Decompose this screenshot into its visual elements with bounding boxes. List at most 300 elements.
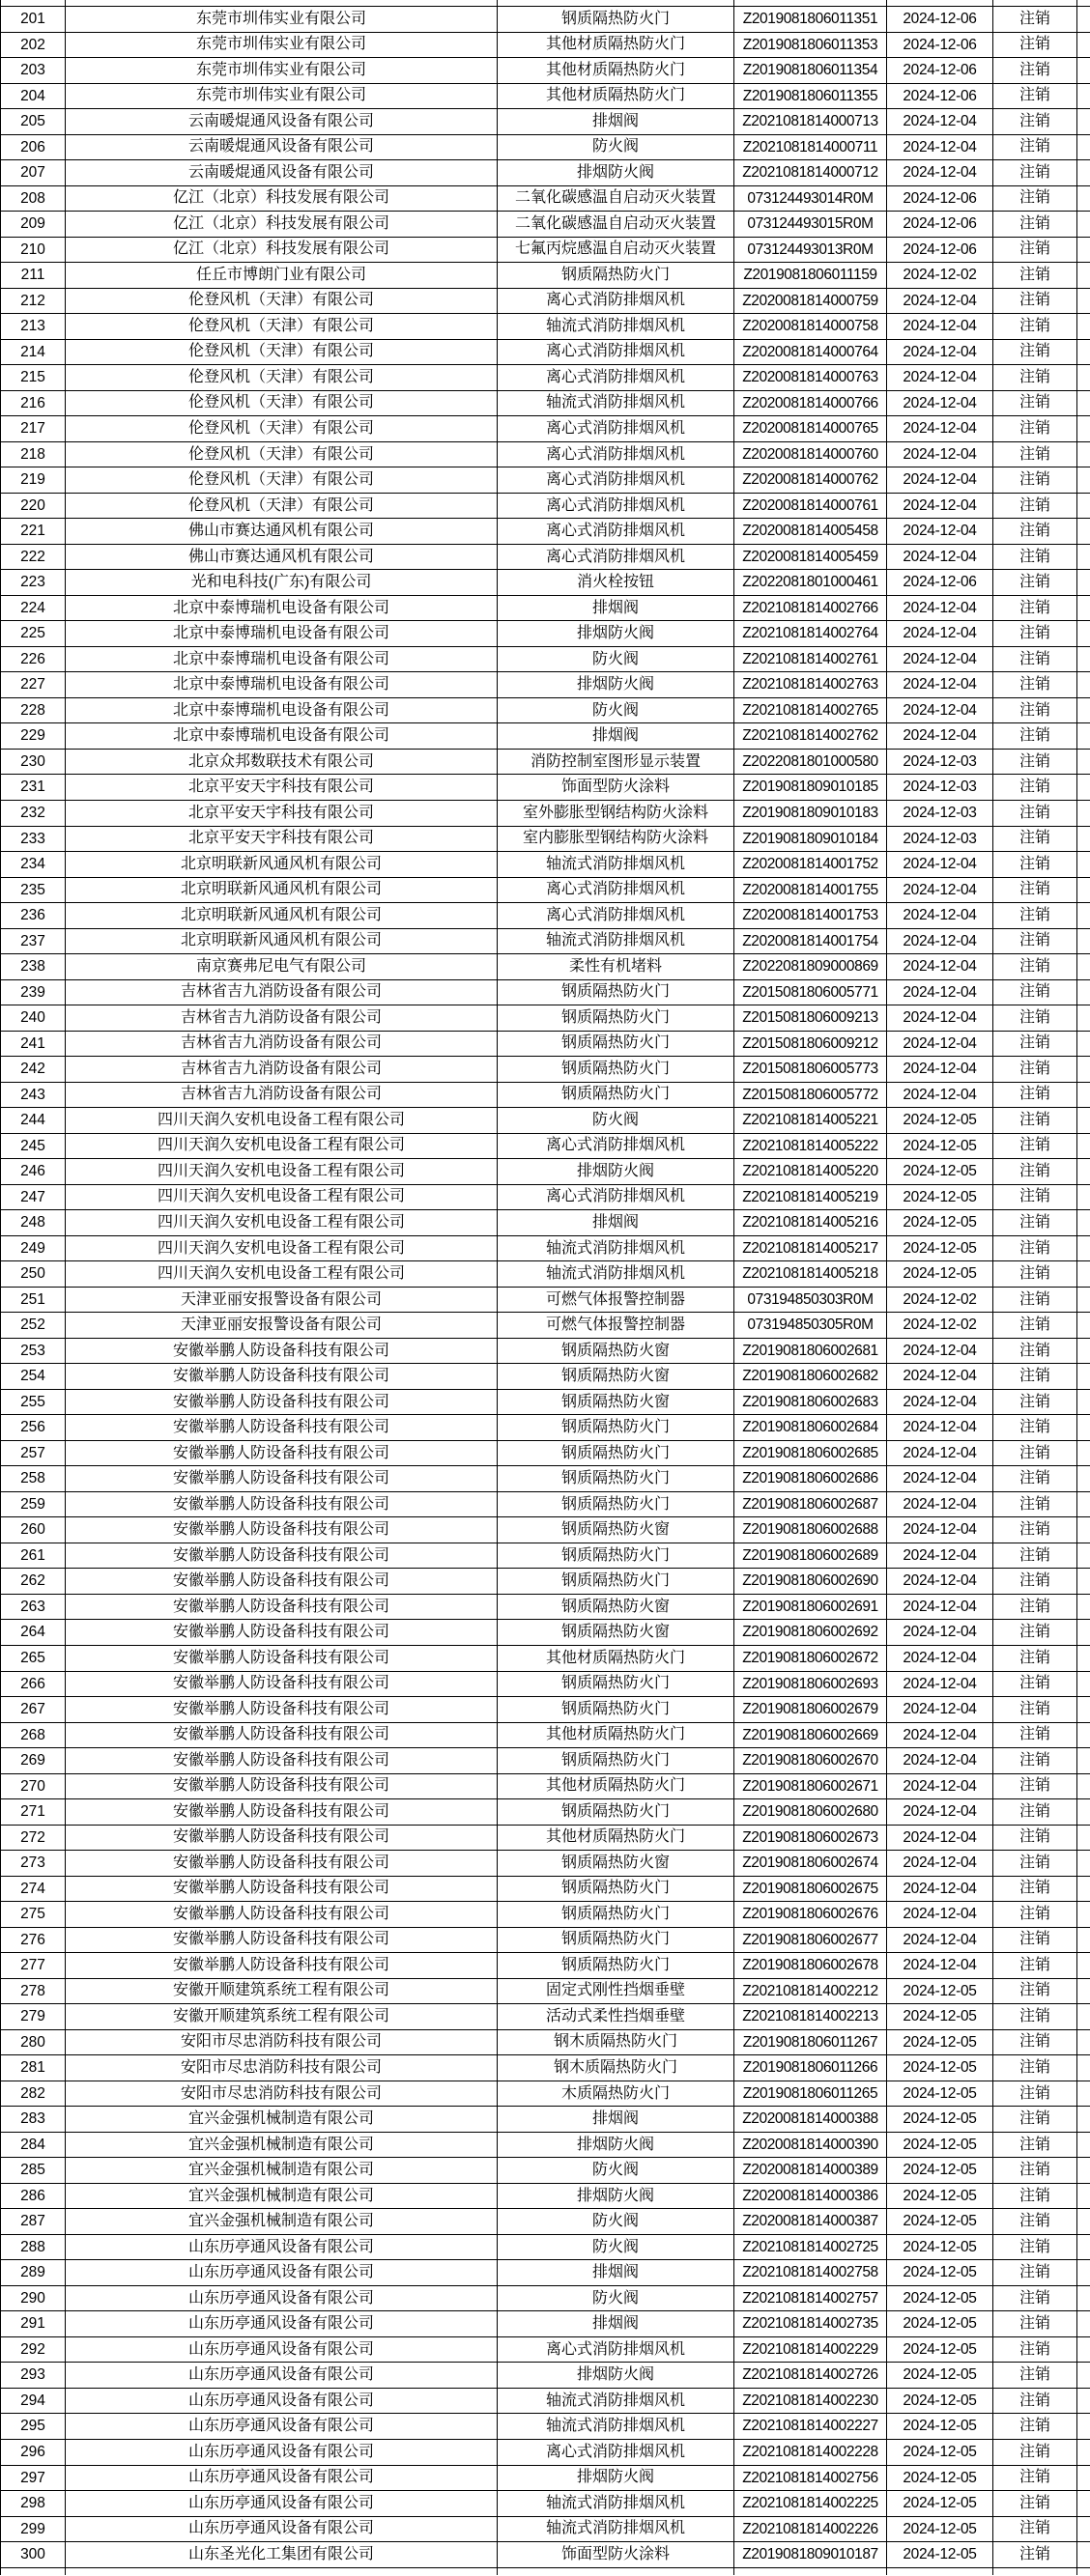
status-cell: 注销 [993, 135, 1077, 161]
row-number-cell: 237 [0, 929, 66, 955]
status-cell: 注销 [993, 2337, 1077, 2364]
spacer-cell [734, 2568, 887, 2575]
row-number-cell: 222 [0, 545, 66, 571]
certificate-cell: Z2019081806002677 [734, 1928, 887, 1954]
spacer-cell [1077, 238, 1090, 264]
spacer-cell [1077, 929, 1090, 955]
date-cell: 2024-12-04 [887, 954, 993, 980]
date-cell: 2024-12-04 [887, 109, 993, 135]
row-number-cell: 286 [0, 2184, 66, 2210]
status-cell: 注销 [993, 750, 1077, 776]
row-number-cell: 275 [0, 1902, 66, 1928]
table-row [0, 2466, 1090, 2492]
company-cell: 四川天润久安机电设备工程有限公司 [66, 1236, 498, 1262]
table-row [0, 1672, 1090, 1698]
product-cell: 轴流式消防排烟风机 [498, 852, 734, 878]
date-cell: 2024-12-06 [887, 58, 993, 84]
product-cell: 钢质隔热防火门 [498, 263, 734, 289]
product-cell: 防火阀 [498, 2158, 734, 2184]
product-cell: 防火阀 [498, 647, 734, 673]
company-cell: 安徽举鹏人防设备科技有限公司 [66, 1466, 498, 1492]
row-number-cell: 269 [0, 1748, 66, 1774]
certificate-cell: Z2019081809010187 [734, 2542, 887, 2568]
certificate-cell: Z2021081814005219 [734, 1185, 887, 1211]
product-cell: 离心式消防排烟风机 [498, 1185, 734, 1211]
status-cell: 注销 [993, 1364, 1077, 1390]
certificate-cell: Z2020081814000388 [734, 2107, 887, 2133]
status-cell: 注销 [993, 2184, 1077, 2210]
row-number-cell: 225 [0, 621, 66, 647]
status-cell: 注销 [993, 2209, 1077, 2235]
product-cell: 排烟防火阀 [498, 2133, 734, 2159]
product-cell: 钢质隔热防火门 [498, 1953, 734, 1979]
status-cell: 注销 [993, 391, 1077, 417]
table-row [0, 1953, 1090, 1979]
table-row [0, 1928, 1090, 1954]
company-cell: 吉林省吉九消防设备有限公司 [66, 980, 498, 1006]
status-cell: 注销 [993, 1877, 1077, 1903]
status-cell: 注销 [993, 903, 1077, 929]
spacer-cell [1077, 750, 1090, 776]
certificate-cell: Z2019081806002678 [734, 1953, 887, 1979]
table-row [0, 1620, 1090, 1646]
company-cell: 山东历亭通风设备有限公司 [66, 2491, 498, 2517]
certificate-cell: 073194850303R0M [734, 1288, 887, 1314]
spacer-cell [1077, 2055, 1090, 2081]
table-row [0, 1313, 1090, 1339]
spacer-cell [1077, 1979, 1090, 2005]
product-cell: 防火阀 [498, 698, 734, 724]
certificate-cell: Z2019081809010183 [734, 801, 887, 827]
status-cell: 注销 [993, 545, 1077, 571]
table-row [0, 545, 1090, 571]
table-row [0, 1646, 1090, 1672]
certificate-cell: Z2019081806002675 [734, 1877, 887, 1903]
product-cell: 离心式消防排烟风机 [498, 340, 734, 366]
table-row [0, 212, 1090, 238]
spacer-cell [1077, 596, 1090, 622]
partial-row-bottom [0, 2568, 1090, 2575]
company-cell: 四川天润久安机电设备工程有限公司 [66, 1134, 498, 1160]
status-cell: 注销 [993, 1159, 1077, 1185]
certificate-cell: Z2019081806011351 [734, 7, 887, 33]
date-cell: 2024-12-04 [887, 1697, 993, 1723]
date-cell: 2024-12-03 [887, 750, 993, 776]
status-cell: 注销 [993, 1313, 1077, 1339]
status-cell: 注销 [993, 2542, 1077, 2568]
product-cell: 轴流式消防排烟风机 [498, 2491, 734, 2517]
product-cell: 钢质隔热防火门 [498, 1543, 734, 1570]
spacer-cell [734, 0, 887, 7]
date-cell: 2024-12-04 [887, 1620, 993, 1646]
date-cell: 2024-12-06 [887, 7, 993, 33]
status-cell: 注销 [993, 647, 1077, 673]
product-cell: 活动式柔性挡烟垂壁 [498, 2004, 734, 2030]
spacer-cell [1077, 1799, 1090, 1826]
spacer-cell [1077, 1313, 1090, 1339]
product-cell: 钢质隔热防火门 [498, 1902, 734, 1928]
date-cell: 2024-12-04 [887, 852, 993, 878]
company-cell: 安徽举鹏人防设备科技有限公司 [66, 1390, 498, 1416]
company-cell: 北京中泰博瑞机电设备有限公司 [66, 723, 498, 750]
date-cell: 2024-12-04 [887, 1826, 993, 1852]
product-cell: 钢质隔热防火窗 [498, 1595, 734, 1621]
product-cell: 钢质隔热防火门 [498, 1441, 734, 1467]
table-row [0, 2107, 1090, 2133]
company-cell: 光和电科技(广东)有限公司 [66, 570, 498, 596]
row-number-cell: 252 [0, 1313, 66, 1339]
spacer-cell [1077, 1826, 1090, 1852]
status-cell: 注销 [993, 1517, 1077, 1543]
date-cell: 2024-12-05 [887, 1185, 993, 1211]
spacer-cell [1077, 2030, 1090, 2056]
product-cell: 二氧化碳感温自启动灭火装置 [498, 186, 734, 212]
table-row [0, 289, 1090, 315]
date-cell: 2024-12-04 [887, 314, 993, 340]
date-cell: 2024-12-04 [887, 1748, 993, 1774]
spacer-cell [0, 2568, 66, 2575]
company-cell: 宜兴金强机械制造有限公司 [66, 2158, 498, 2184]
spacer-cell [66, 0, 498, 7]
date-cell: 2024-12-05 [887, 1159, 993, 1185]
table-row [0, 801, 1090, 827]
company-cell: 安徽举鹏人防设备科技有限公司 [66, 1595, 498, 1621]
spacer-cell [1077, 519, 1090, 545]
product-cell: 离心式消防排烟风机 [498, 416, 734, 442]
row-number-cell: 258 [0, 1466, 66, 1492]
table-row [0, 1210, 1090, 1236]
row-number-cell: 270 [0, 1774, 66, 1800]
spacer-cell [0, 0, 66, 7]
row-number-cell: 238 [0, 954, 66, 980]
table-row [0, 954, 1090, 980]
product-cell: 其他材质隔热防火门 [498, 1646, 734, 1672]
spacer-cell [1077, 2235, 1090, 2261]
status-cell: 注销 [993, 1799, 1077, 1826]
date-cell: 2024-12-03 [887, 827, 993, 853]
certificate-cell: Z2015081806005772 [734, 1083, 887, 1109]
status-cell: 注销 [993, 1723, 1077, 1749]
certificate-cell: Z2019081806002672 [734, 1646, 887, 1672]
row-number-cell: 262 [0, 1569, 66, 1595]
company-cell: 山东历亭通风设备有限公司 [66, 2466, 498, 2492]
certificate-cell: Z2021081814002229 [734, 2337, 887, 2364]
product-cell: 离心式消防排烟风机 [498, 545, 734, 571]
product-cell: 离心式消防排烟风机 [498, 2440, 734, 2466]
company-cell: 东莞市圳伟实业有限公司 [66, 58, 498, 84]
company-cell: 北京平安天宇科技有限公司 [66, 801, 498, 827]
spacer-cell [66, 2568, 498, 2575]
date-cell: 2024-12-05 [887, 1210, 993, 1236]
product-cell: 钢质隔热防火门 [498, 1748, 734, 1774]
product-cell: 排烟阀 [498, 2260, 734, 2286]
status-cell: 注销 [993, 1185, 1077, 1211]
status-cell: 注销 [993, 801, 1077, 827]
row-number-cell: 229 [0, 723, 66, 750]
status-cell: 注销 [993, 1953, 1077, 1979]
date-cell: 2024-12-04 [887, 903, 993, 929]
row-number-cell: 267 [0, 1697, 66, 1723]
row-number-cell: 288 [0, 2235, 66, 2261]
table-row [0, 340, 1090, 366]
status-cell: 注销 [993, 1339, 1077, 1365]
certificate-cell: 073124493014R0M [734, 186, 887, 212]
date-cell: 2024-12-06 [887, 570, 993, 596]
status-cell: 注销 [993, 1595, 1077, 1621]
spacer-cell [1077, 2517, 1090, 2543]
certificate-cell: Z2021081814005220 [734, 1159, 887, 1185]
certificate-cell: Z2021081814002763 [734, 672, 887, 698]
row-number-cell: 291 [0, 2311, 66, 2337]
date-cell: 2024-12-05 [887, 2133, 993, 2159]
product-cell: 室外膨胀型钢结构防火涂料 [498, 801, 734, 827]
date-cell: 2024-12-06 [887, 33, 993, 59]
product-cell: 轴流式消防排烟风机 [498, 929, 734, 955]
table-row [0, 1877, 1090, 1903]
company-cell: 四川天润久安机电设备工程有限公司 [66, 1261, 498, 1288]
certificate-cell: Z2021081814002762 [734, 723, 887, 750]
status-cell: 注销 [993, 1928, 1077, 1954]
date-cell: 2024-12-05 [887, 1261, 993, 1288]
table-row [0, 58, 1090, 84]
company-cell: 四川天润久安机电设备工程有限公司 [66, 1108, 498, 1134]
product-cell: 钢质隔热防火窗 [498, 1620, 734, 1646]
status-cell: 注销 [993, 1774, 1077, 1800]
product-cell: 钢质隔热防火窗 [498, 1364, 734, 1390]
spacer-cell [1077, 135, 1090, 161]
table-row [0, 723, 1090, 750]
table-row [0, 135, 1090, 161]
product-cell: 室内膨胀型钢结构防火涂料 [498, 827, 734, 853]
row-number-cell: 232 [0, 801, 66, 827]
date-cell: 2024-12-05 [887, 2337, 993, 2364]
company-cell: 伦登风机（天津）有限公司 [66, 340, 498, 366]
status-cell: 注销 [993, 263, 1077, 289]
row-number-cell: 223 [0, 570, 66, 596]
spacer-cell [1077, 365, 1090, 391]
spacer-cell [1077, 1646, 1090, 1672]
table-row [0, 1569, 1090, 1595]
row-number-cell: 230 [0, 750, 66, 776]
company-cell: 安徽举鹏人防设备科技有限公司 [66, 1748, 498, 1774]
row-number-cell: 202 [0, 33, 66, 59]
row-number-cell: 271 [0, 1799, 66, 1826]
date-cell: 2024-12-04 [887, 1902, 993, 1928]
status-cell: 注销 [993, 2133, 1077, 2159]
spacer-cell [1077, 1185, 1090, 1211]
row-number-cell: 201 [0, 7, 66, 33]
product-cell: 排烟防火阀 [498, 2466, 734, 2492]
spacer-cell [1077, 1902, 1090, 1928]
table-row [0, 1466, 1090, 1492]
status-cell: 注销 [993, 1210, 1077, 1236]
date-cell: 2024-12-03 [887, 775, 993, 801]
status-cell: 注销 [993, 1390, 1077, 1416]
spacer-cell [1077, 1083, 1090, 1109]
table-row [0, 1390, 1090, 1416]
date-cell: 2024-12-05 [887, 1979, 993, 2005]
table-row [0, 2414, 1090, 2440]
table-body [0, 7, 1090, 2568]
row-number-cell: 204 [0, 84, 66, 110]
product-cell: 钢质隔热防火门 [498, 1415, 734, 1441]
company-cell: 山东历亭通风设备有限公司 [66, 2286, 498, 2312]
certificate-cell: Z2020081814000390 [734, 2133, 887, 2159]
row-number-cell: 207 [0, 160, 66, 186]
certificate-cell: Z2015081806009212 [734, 1032, 887, 1058]
company-cell: 安徽举鹏人防设备科技有限公司 [66, 1672, 498, 1698]
certificate-cell: Z2021081814002761 [734, 647, 887, 673]
status-cell: 注销 [993, 1697, 1077, 1723]
date-cell: 2024-12-04 [887, 1953, 993, 1979]
row-number-cell: 284 [0, 2133, 66, 2159]
certificate-cell: Z2019081806002687 [734, 1492, 887, 1518]
certificate-cell: Z2019081806002670 [734, 1748, 887, 1774]
certificate-cell: Z2021081814002757 [734, 2286, 887, 2312]
status-cell: 注销 [993, 238, 1077, 264]
table-row [0, 2363, 1090, 2389]
spacer-cell [1077, 1466, 1090, 1492]
certificate-cell: Z2021081814002765 [734, 698, 887, 724]
status-cell: 注销 [993, 340, 1077, 366]
product-cell: 钢木质隔热防火门 [498, 2055, 734, 2081]
company-cell: 安徽开顺建筑系统工程有限公司 [66, 2004, 498, 2030]
certificate-cell: Z2019081806002681 [734, 1339, 887, 1365]
certificate-cell: Z2020081814000759 [734, 289, 887, 315]
company-cell: 亿江（北京）科技发展有限公司 [66, 238, 498, 264]
spacer-cell [1077, 314, 1090, 340]
company-cell: 四川天润久安机电设备工程有限公司 [66, 1210, 498, 1236]
row-number-cell: 236 [0, 903, 66, 929]
spacer-cell [1077, 2081, 1090, 2108]
certificate-cell: Z2021081814005218 [734, 1261, 887, 1288]
company-cell: 安徽举鹏人防设备科技有限公司 [66, 1953, 498, 1979]
product-cell: 轴流式消防排烟风机 [498, 2389, 734, 2415]
row-number-cell: 295 [0, 2414, 66, 2440]
certificate-cell: Z2020081814001755 [734, 878, 887, 904]
row-number-cell: 213 [0, 314, 66, 340]
spacer-cell [1077, 391, 1090, 417]
status-cell: 注销 [993, 1543, 1077, 1570]
spacer-cell [1077, 2414, 1090, 2440]
date-cell: 2024-12-04 [887, 467, 993, 494]
status-cell: 注销 [993, 2389, 1077, 2415]
table-row [0, 2055, 1090, 2081]
company-cell: 安徽举鹏人防设备科技有限公司 [66, 1543, 498, 1570]
spacer-cell [1077, 58, 1090, 84]
status-cell: 注销 [993, 596, 1077, 622]
spacer-cell [1077, 1441, 1090, 1467]
status-cell: 注销 [993, 1646, 1077, 1672]
product-cell: 排烟防火阀 [498, 672, 734, 698]
product-cell: 防火阀 [498, 135, 734, 161]
company-cell: 北京平安天宇科技有限公司 [66, 827, 498, 853]
row-number-cell: 300 [0, 2542, 66, 2568]
status-cell: 注销 [993, 289, 1077, 315]
certificate-cell: Z2020081814000389 [734, 2158, 887, 2184]
table-row [0, 7, 1090, 33]
product-cell: 轴流式消防排烟风机 [498, 391, 734, 417]
table-row [0, 1492, 1090, 1518]
spacer-cell [1077, 903, 1090, 929]
table-row [0, 878, 1090, 904]
company-cell: 安徽举鹏人防设备科技有限公司 [66, 1517, 498, 1543]
row-number-cell: 216 [0, 391, 66, 417]
date-cell: 2024-12-04 [887, 1466, 993, 1492]
status-cell: 注销 [993, 2235, 1077, 2261]
date-cell: 2024-12-04 [887, 1364, 993, 1390]
row-number-cell: 214 [0, 340, 66, 366]
date-cell: 2024-12-04 [887, 647, 993, 673]
product-cell: 离心式消防排烟风机 [498, 494, 734, 520]
spacer-cell [1077, 1595, 1090, 1621]
product-cell: 排烟阀 [498, 1210, 734, 1236]
status-cell: 注销 [993, 314, 1077, 340]
spacer-cell [1077, 416, 1090, 442]
status-cell: 注销 [993, 1620, 1077, 1646]
table-row [0, 160, 1090, 186]
spacer-cell [1077, 1390, 1090, 1416]
spacer-cell [1077, 827, 1090, 853]
row-number-cell: 255 [0, 1390, 66, 1416]
table-row [0, 750, 1090, 776]
status-cell: 注销 [993, 1236, 1077, 1262]
spacer-cell [1077, 801, 1090, 827]
company-cell: 伦登风机（天津）有限公司 [66, 289, 498, 315]
product-cell: 离心式消防排烟风机 [498, 442, 734, 468]
row-number-cell: 240 [0, 1005, 66, 1032]
certificate-cell: Z2015081806009213 [734, 1005, 887, 1032]
row-number-cell: 274 [0, 1877, 66, 1903]
row-number-cell: 234 [0, 852, 66, 878]
status-cell: 注销 [993, 2517, 1077, 2543]
date-cell: 2024-12-05 [887, 2081, 993, 2108]
company-cell: 天津亚丽安报警设备有限公司 [66, 1313, 498, 1339]
product-cell: 钢质隔热防火窗 [498, 1517, 734, 1543]
product-cell: 二氧化碳感温自启动灭火装置 [498, 212, 734, 238]
date-cell: 2024-12-04 [887, 416, 993, 442]
spacer-cell [1077, 647, 1090, 673]
row-number-cell: 246 [0, 1159, 66, 1185]
row-number-cell: 243 [0, 1083, 66, 1109]
product-cell: 钢质隔热防火门 [498, 1032, 734, 1058]
product-cell: 轴流式消防排烟风机 [498, 1261, 734, 1288]
row-number-cell: 298 [0, 2491, 66, 2517]
company-cell: 四川天润久安机电设备工程有限公司 [66, 1185, 498, 1211]
product-cell: 其他材质隔热防火门 [498, 1723, 734, 1749]
company-cell: 山东历亭通风设备有限公司 [66, 2363, 498, 2389]
table-row [0, 1979, 1090, 2005]
certificate-cell: Z2020081814000386 [734, 2184, 887, 2210]
company-cell: 北京中泰博瑞机电设备有限公司 [66, 647, 498, 673]
company-cell: 四川天润久安机电设备工程有限公司 [66, 1159, 498, 1185]
spacer-cell [1077, 1928, 1090, 1954]
spacer-cell [1077, 1415, 1090, 1441]
certificate-cell: Z2019081806002686 [734, 1466, 887, 1492]
certificate-cell: Z2019081806002690 [734, 1569, 887, 1595]
date-cell: 2024-12-06 [887, 186, 993, 212]
status-cell: 注销 [993, 365, 1077, 391]
row-number-cell: 273 [0, 1851, 66, 1877]
status-cell: 注销 [993, 519, 1077, 545]
company-cell: 亿江（北京）科技发展有限公司 [66, 212, 498, 238]
date-cell: 2024-12-04 [887, 980, 993, 1006]
table-row [0, 1057, 1090, 1083]
date-cell: 2024-12-06 [887, 238, 993, 264]
table-row [0, 2158, 1090, 2184]
row-number-cell: 231 [0, 775, 66, 801]
date-cell: 2024-12-05 [887, 2542, 993, 2568]
